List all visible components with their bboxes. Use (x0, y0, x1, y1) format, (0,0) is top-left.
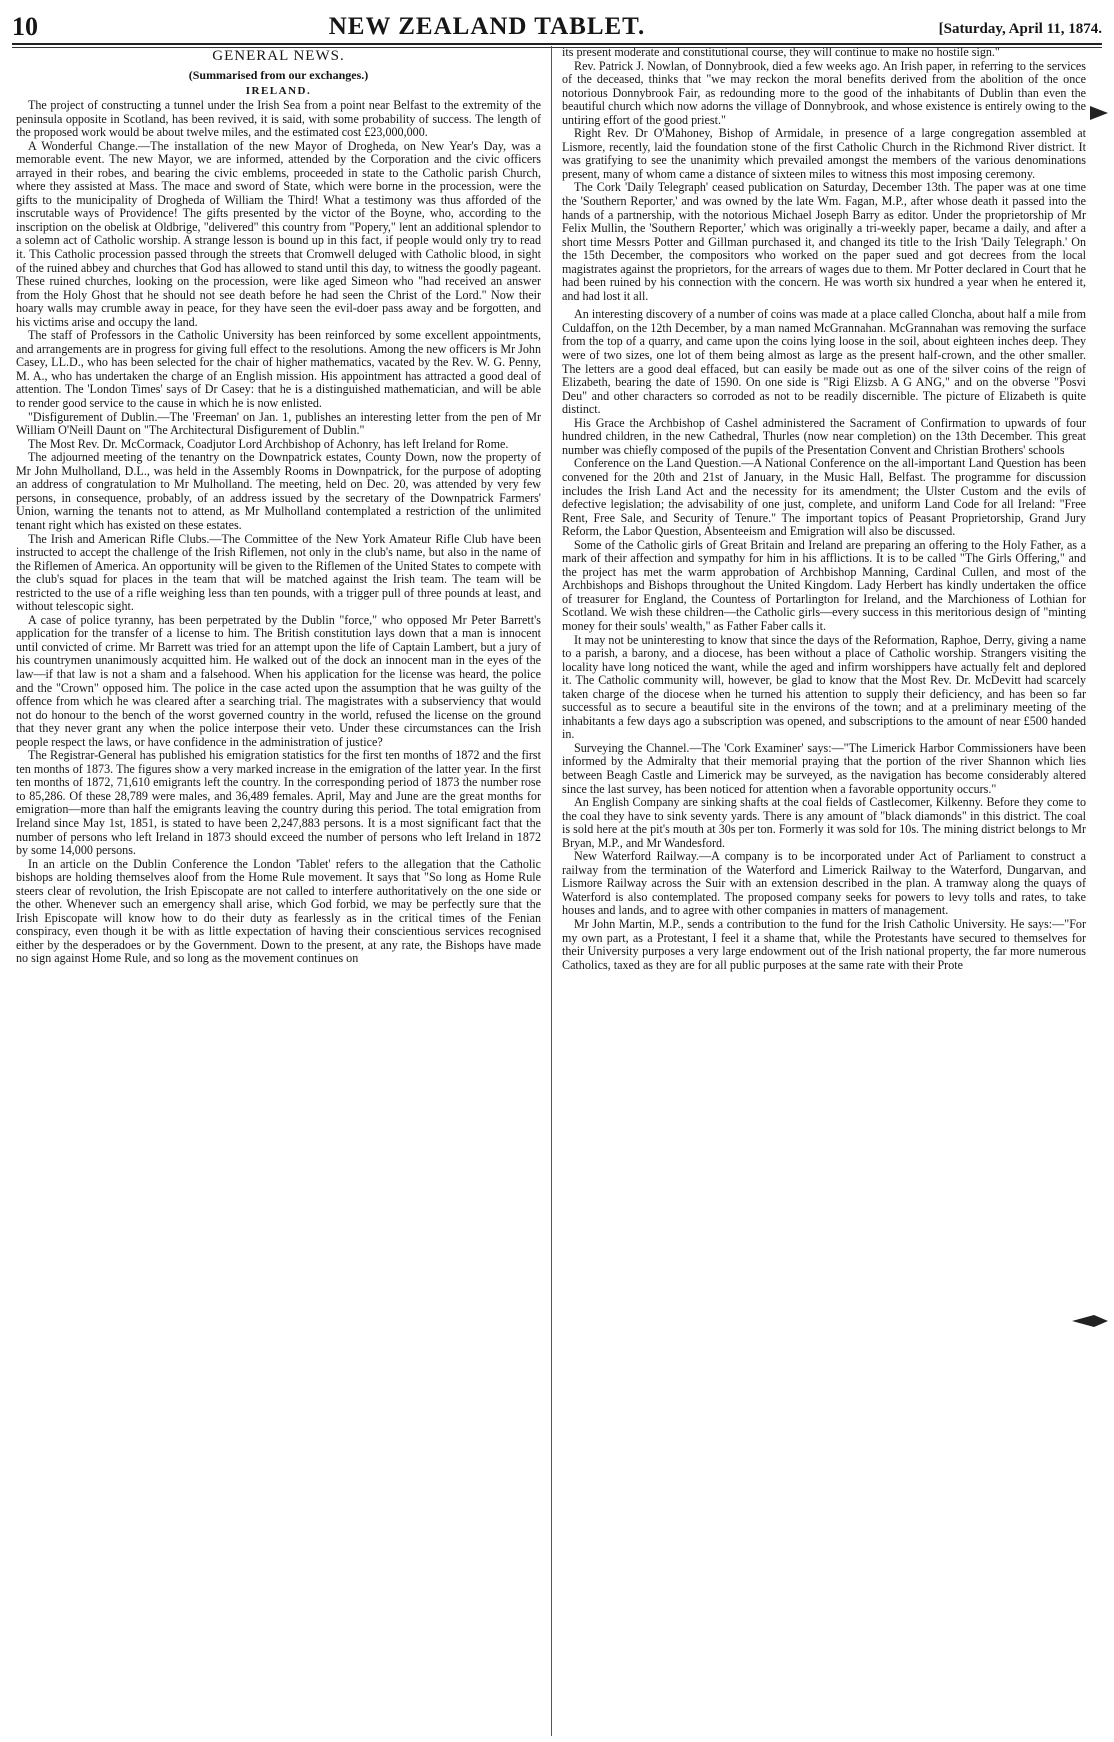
article-paragraph: A case of police tyranny, has been perpetrated by the Dublin "force," who opposed Mr Peter Barrett's application for the transfer of a license to him. The British constitution lays down that a man is innocent until convicted of crime. Mr Barrett was tried for an attempt upon the life of Captain Lambert, but a jury of his countrymen unanimously acquitted him. He walked out of the dock an innocent man in the eyes of the law—if that law is not a sham and a falsehood. When his application for the license was heard, the police and the "Crown" opposed him. The police in the case acted upon the assumption that he was guilty of the offence from which he was cleared after a searching trial. The magistrates with a subserviency that would not do honour to the bench of the worst governed country in the world, refused the license on the ground that they never grant any when the police interpose their veto. Under these circumstances can the Irish people respect the laws, or have confidence in the administration of justice? (16, 612, 541, 749)
article-paragraph: An interesting discovery of a number of coins was made at a place called Cloncha, about half a mile from Culdaffon, on the 12th December, by a man named McGrannahan. McGrannahan was removing the surface from the top of a quarry, and came upon the coins lying loose in the soil, about eighteen inches deep. They were of two sizes, one lot of them being almost as large as the present half-crown, and the other smaller. The letters are a good deal effaced, but can easily be made out as one of the silver coins of the reign of Elizabeth, bearing the date of 1590. On one side is "Rigi Elizsb. A G ANG," and on the obverse "Posvi Deu" and other characters so corroded as not to be readily discernible. The picture of Elizabeth is quite distinct. (562, 307, 1086, 417)
left-column (16, 46, 551, 1736)
article-paragraph: Surveying the Channel.—The 'Cork Examiner' says:—"The Limerick Harbor Commissioners have been informed by the Admiralty that their memorial praying that the portion of the river Shannon which lies between Beagh Castle and Limerick may be surveyed, as the navigation has become considerably altered since the last survey, has been noticed for attention when a favorable opportunity occurs." (562, 740, 1086, 796)
masthead (12, 10, 1102, 40)
article-paragraph: The Registrar-General has published his emigration statistics for the first ten months of 1872 and the first ten months of 1873. The figures show a very marked increase in the emigration of the latter year. In the first ten months of 1872, 71,610 emigrants left the country. In the corresponding period of 1873 the number rose to 85,286. Of these 28,789 were males, and 36,489 females. April, May and June are the great months for emigration—more than half the emigrants leaving the country during this period. The total emigration from Ireland since May 1st, 1851, is stated to have been 2,247,883 persons. It is a most significant fact that the number of persons who left Ireland in 1873 should exceed the number of persons who left Ireland in 1872 by some 14,000 persons. (16, 748, 541, 858)
article-paragraph: An English Company are sinking shafts at the coal fields of Castlecomer, Kilkenny. Before they come to the coal they have to sink seventy yards. There is any amount of "black diamonds" in this district. The coal is sold here at the pit's mouth at 30s per ton. Formerly it was sold for 10s. The mining district belongs to Mr Bryan, M.P., and Mr Wandesford. (562, 795, 1086, 850)
article-paragraph: Mr John Martin, M.P., sends a contribution to the fund for the Irish Catholic University. He says:—"For my own part, as a Protestant, I feel it a shame that, while the Protestants have secured to themselves for their University purposes a very large endowment out of the Irish national property, the far more numerous Catholics, taxed as they are for all public purposes at the same rate with their Prote (562, 917, 1086, 972)
section-heading: GENERAL NEWS. (212, 48, 345, 64)
margin-mark-icon (1088, 104, 1110, 122)
article-paragraph: In an article on the Dublin Conference the London 'Tablet' refers to the allegation that the Catholic bishops are holding themselves aloof from the Home Rule movement. It says that "So long as Home Rule steers clear of revolution, the Irish Episcopate are not called to interfere authoritatively on the one side or the other. Whenever such an emergency shall arise, which God forbid, we may be perfectly sure that the Irish Episcopate will know how to do their duty as fearlessly as in the critical times of the Fenian conspiracy, even though it be with as little expectation of having their conscientious services recognised either by the desperadoes or by the Government. Down to the present, at any rate, the Bishops have made no sign against Home Rule, and so long as the movement continues on (16, 856, 541, 966)
right-column (551, 46, 1086, 1736)
margin-arrow-icon (1070, 1312, 1110, 1330)
article-paragraph: New Waterford Railway.—A company is to be incorporated under Act of Parliament to construct a railway from the termination of the Waterford and Limerick Railway to the Waterford, Dungarvan, and Lismore Railway across the Suir with an extension described in the plan. A tramway along the quays of Waterford is also contemplated. The proposed company seeks for powers to levy tolls and rates, to take houses and lands, and to agree with other companies in matters of management. (562, 849, 1086, 918)
article-paragraph: Rev. Patrick J. Nowlan, of Donnybrook, died a few weeks ago. An Irish paper, in referring to the services of the deceased, thinks that "we may reckon the moral benefits derived from the abolition of the once notorious Donnybrook Fair, as redounding more to the good of the inhabitants of Dublin than even the beautiful church which now adorns the village of Donnybrook, and whose existence is entirely owing to the untiring effort of the good priest." (562, 58, 1086, 127)
article-paragraph: It may not be uninteresting to know that since the days of the Reformation, Raphoe, Derry, giving a name to a parish, a barony, and a diocese, has been without a place of Catholic worship. Strangers visiting the locality have long noticed the want, while the aged and infirm worshippers have actually felt and deplored it. The Catholic community will, however, be glad to know that the Most Rev. Dr. McDevitt had scarcely taken charge of the diocese when he turned his attention to supply their deficiency, and has been so far successful as to secure a beautiful site in the environs of the town; and at a preliminary meeting of the inhabitants a few days ago a subscription was opened, and subscriptions to the amount of near £500 handed in. (562, 632, 1086, 742)
masthead-rule (12, 43, 1102, 45)
article-paragraph: A Wonderful Change.—The installation of the new Mayor of Drogheda, on New Year's Day, was a memorable event. The new Mayor, we are informed, attended by the Corporation and the civic officers arrayed in their robes, and bearing the civic emblems, proceeded in state to the Catholic parish Church, where they assisted at Mass. The mace and sword of State, which were borne in the procession, were the gifts to the municipality of Drogheda of William the Third! What a testimony was thus afforded of the inscrutable ways of Providence! The gifts presented by the victor of the Boyne, who, according to the inscription on the obelisk at Oldbrige, "delivered" this country from "Popery," lent an additional splendor to a solemn act of Catholic worship. A strange lesson is bound up in this fact, if people would only try to read it. This Catholic procession passed through the streets that Cromwell deluged with Catholic blood, in sight of the ruined abbey and churches that God has allowed to stand until this day, to witness the goodly pageant. These ruined churches, looking on the procession, were like aged Simeon who "had received an answer from the Holy Ghost that he should not see death before he had seen the Christ of the Lord." Now their hoary walls may crumble away in peace, for they have seen the evil-doer pass away and be forgotten, and his victims arise and occupy the land. (16, 138, 541, 329)
article-paragraph: its present moderate and constitutional course, they will continue to make no hostile sign." (562, 46, 1000, 59)
article-paragraph: Conference on the Land Question.—A National Conference on the all-important Land Question has been convened for the 20th and 21st of January, in the Music Hall, Belfast. The programme for discussion includes the Irish Land Act and the necessity for its amendment; the Ulster Custom and the evils of defective legislation; the advisability of one just, complete, and uniform Land Code for all Ireland: "Free Rent, Free Sale, and Security of Tenure." The important topics of Peasant Proprietorship, Grand Jury Reform, the Labor Question, Absenteeism and Emigration will also be discussed. (562, 456, 1086, 539)
article-paragraph: "Disfigurement of Dublin.—The 'Freeman' on Jan. 1, publishes an interesting letter from the pen of Mr William O'Neill Daunt on "The Architectural Disfigurement of Dublin." (16, 409, 541, 438)
article-paragraph: The Cork 'Daily Telegraph' ceased publication on Saturday, December 13th. The paper was at one time the 'Southern Reporter,' and was owned by the late Wm. Fagan, M.P., after whose death it passed into the hands of a partnership, with the notorious Michael Joseph Barry as editor. Under the proprietorship of Mr Felix Mullin, the 'Southern Reporter,' which was originally a tri-weekly paper, became a daily, and after a short time Messrs Potter and Gillman purchased it, and changed its title to the Irish 'Daily Telegraph.' On the 15th December, the compositors who worked on the paper sued and got decrees from the local magistrates against the proprietors, for the arrears of wages due to them. Mr Potter declared in Court that he had been ruined by his connection with the concern. He was worth six hundred a year when he entered it, and had lost it all. (562, 180, 1086, 303)
article-columns (16, 46, 1098, 1736)
section-subheading: (Summarised from our exchanges.) (188, 68, 369, 82)
issue-date: [Saturday, April 11, 1874. (938, 21, 1102, 37)
article-paragraph: Right Rev. Dr O'Mahoney, Bishop of Armidale, in presence of a large congregation assembled at Lismore, recently, laid the foundation stone of the first Catholic Church in the Richmond River district. It was gratifying to see the unanimity which prevailed amongst the members of the various denominations present, many of whom came a distance of sixteen miles to witness this most imposing ceremony. (562, 126, 1086, 181)
page-number: 10 (12, 12, 38, 41)
article-paragraph: The staff of Professors in the Catholic University has been reinforced by some excellent appointments, and arrangements are in progress for giving full effect to the resolutions. Among the new officers is Mr John Casey, LL.D., who has been selected for the chair of higher mathematics, vacated by the Rev. W. G. Penny, M. A., who has undertaken the charge of an English mission. His appointment has attracted a good deal of attention. The 'London Times' says of Dr Casey: that he is a distinguished mathematician, and will be able to render good service to the cause in which he is now enlisted. (16, 328, 541, 411)
article-paragraph: The Most Rev. Dr. McCormack, Coadjutor Lord Archbishop of Achonry, has left Ireland for Rome. (28, 436, 509, 451)
article-paragraph: The adjourned meeting of the tenantry on the Downpatrick estates, County Down, now the property of Mr John Mulholland, D.L., was held in the Assembly Rooms in Downpatrick, for the purpose of adopting an address of congratulation to Mr Mulholland. The meeting, held on Dec. 20, was attended by very few persons, in consequence, probably, of an address issued by the secretary of the Downpatrick Farmers' Union, warning the tenants not to attend, as Mr Mulholland contemplated a restriction of the unlimited tenant right which has existed on these estates. (16, 450, 541, 532)
article-paragraph: The Irish and American Rifle Clubs.—The Committee of the New York Amateur Rifle Club have been instructed to accept the challenge of the Irish Riflemen, not only in the club's name, but also in the name of the Riflemen of America. An opportunity will be given to the Riflemen of the United States to compete with the club's squad for places in the team that will be matched against the Irish team. The team will be restricted to the use of a rifle weighing less than ten pounds, with a trigger pull of three pounds at least, and without telescopic sight. (16, 531, 541, 614)
article-paragraph: Some of the Catholic girls of Great Britain and Ireland are preparing an offering to the Holy Father, as a mark of their affection and sympathy for him in his afflictions. It is to be called "The Girls Offering," and the project has met the warm approbation of Archbishop Manning, Cardinal Cullen, and most of the Archbishops and Bishops throughout the United Kingdom. Lady Herbert has kindly undertaken the office of treasurer for England, the Countess of Portarlington for Ireland, and the Marchioness of Lothian for Scotland. We wish these children—the Catholic girls—every success in this meritorious design of "minting money for their souls' wealth," as Father Faber calls it. (562, 537, 1086, 633)
newspaper-title: NEW ZEALAND TABLET. (328, 13, 646, 40)
article-paragraph: The project of constructing a tunnel under the Irish Sea from a point near Belfast to the extremity of the peninsula opposite in Scotland, has been revived, it is said, with some probability of success. The length of the proposed work would be about twelve miles, and the estimated cost £23,000,000. (16, 98, 541, 140)
article-paragraph: His Grace the Archbishop of Cashel administered the Sacrament of Confirmation to upwards of four hundred children, in the new Cathedral, Thurles (now near completion) on the 13th December. This great number was chiefly composed of the pupils of the Presentation Convent and Christian Brothers' schools (562, 415, 1086, 457)
country-heading: IRELAND. (245, 85, 312, 97)
